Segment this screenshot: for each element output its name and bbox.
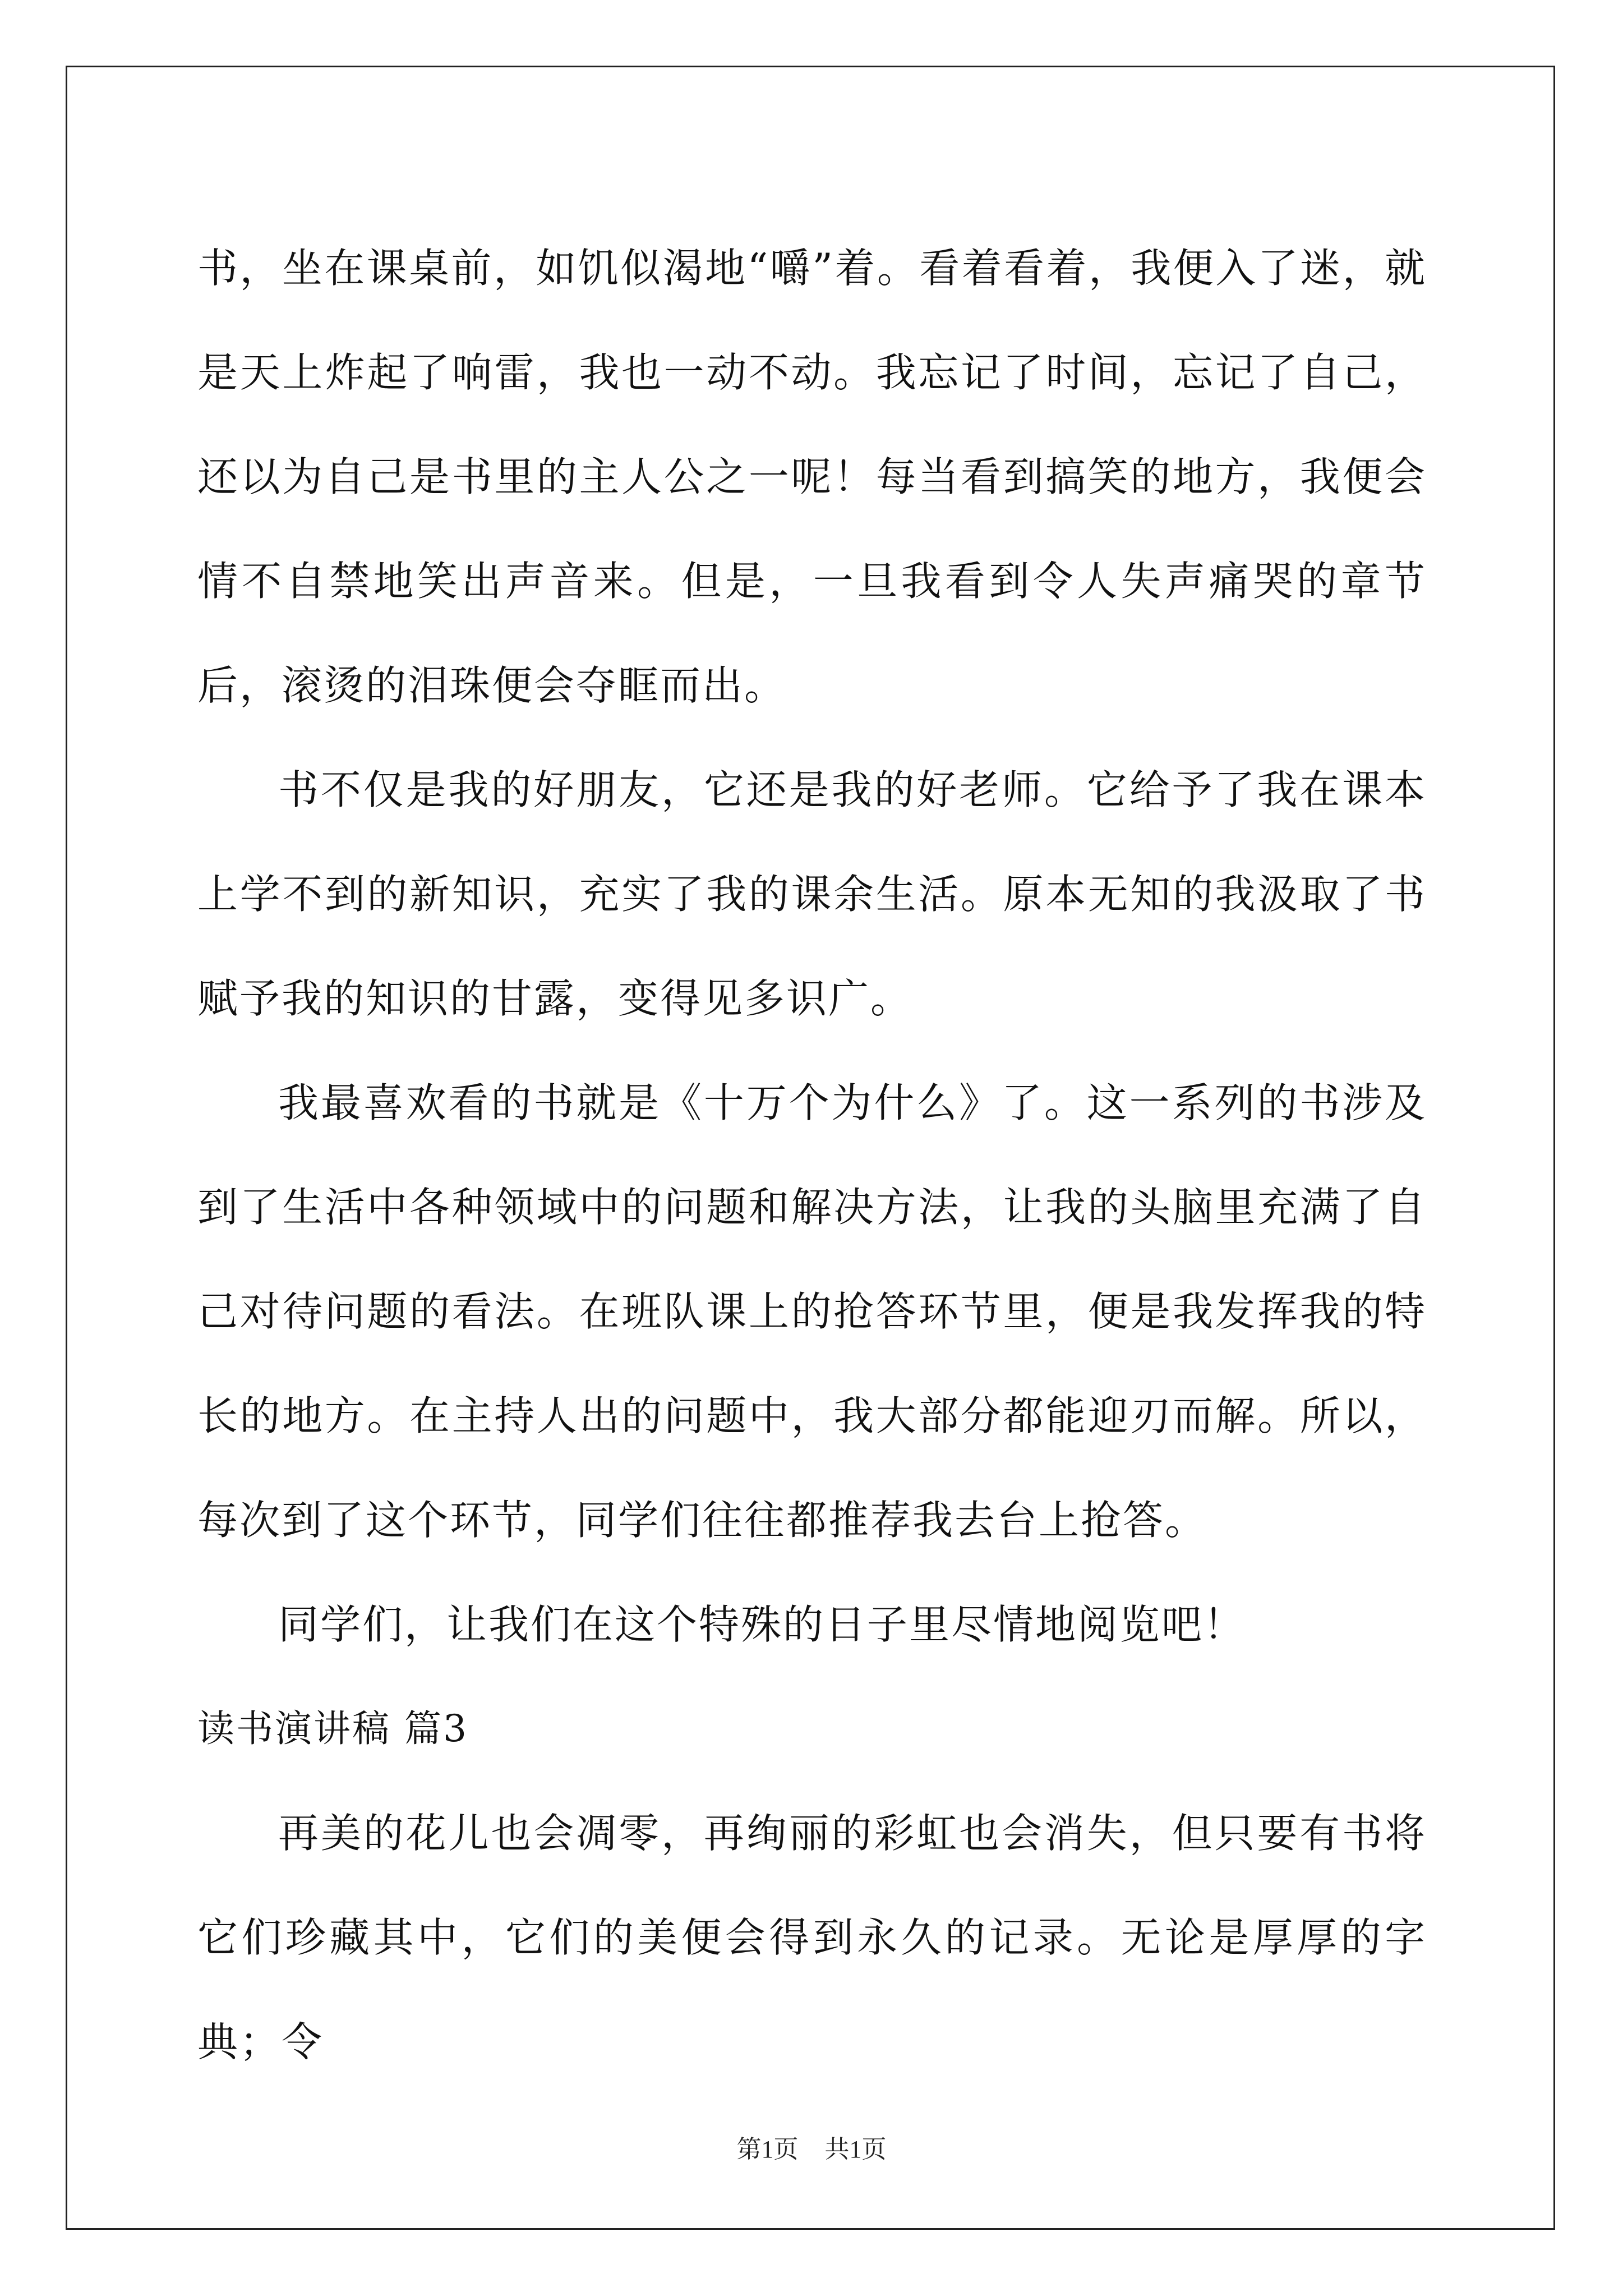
section-heading: 读书演讲稿 篇3 xyxy=(197,1707,468,1750)
page-total: 共1页 xyxy=(824,2136,887,2163)
paragraph-2: 书不仅是我的好朋友，它还是我的好老师。它给予了我在课本上学不到的新知识，充实了我的课余生活。原本无知的我汲取了书赋予我的知识的甘露，变得见多识广。 xyxy=(197,766,1427,1022)
paragraph-1: 书，坐在课桌前，如饥似渴地“嚼”着。看着看着，我便入了迷，就是天上炸起了响雷，我也一动不动。我忘记了时间，忘记了自己，还以为自己是书里的主人公之一呢！每当看到搞笑的地方，我便会情不自禁地笑出声音来。但是，一旦我看到令人失声痛哭的章节后，滚烫的泪珠便会夺眶而出。 xyxy=(197,245,1427,709)
paragraph-3: 我最喜欢看的书就是《十万个为什么》了。这一系列的书涉及到了生活中各种领域中的问题和解决方法，让我的头脑里充满了自己对待问题的看法。在班队课上的抢答环节里，便是我发挥我的特长的地方。在主持人出的问题中，我大部分都能迎刃而解。所以，每次到了这个环节，同学们往往都推荐我去台上抢答。 xyxy=(197,1079,1427,1544)
document-body xyxy=(197,216,1427,2094)
page-footer xyxy=(0,2129,1623,2165)
paragraph-4: 同学们，让我们在这个特殊的日子里尽情地阅览吧！ xyxy=(278,1601,1246,1648)
paragraph-5: 再美的花儿也会凋零，再绚丽的彩虹也会消失，但只要有书将它们珍藏其中，它们的美便会得到永久的记录。无论是厚厚的字典；令 xyxy=(197,1810,1427,2065)
page-number: 第1页 xyxy=(736,2136,799,2163)
